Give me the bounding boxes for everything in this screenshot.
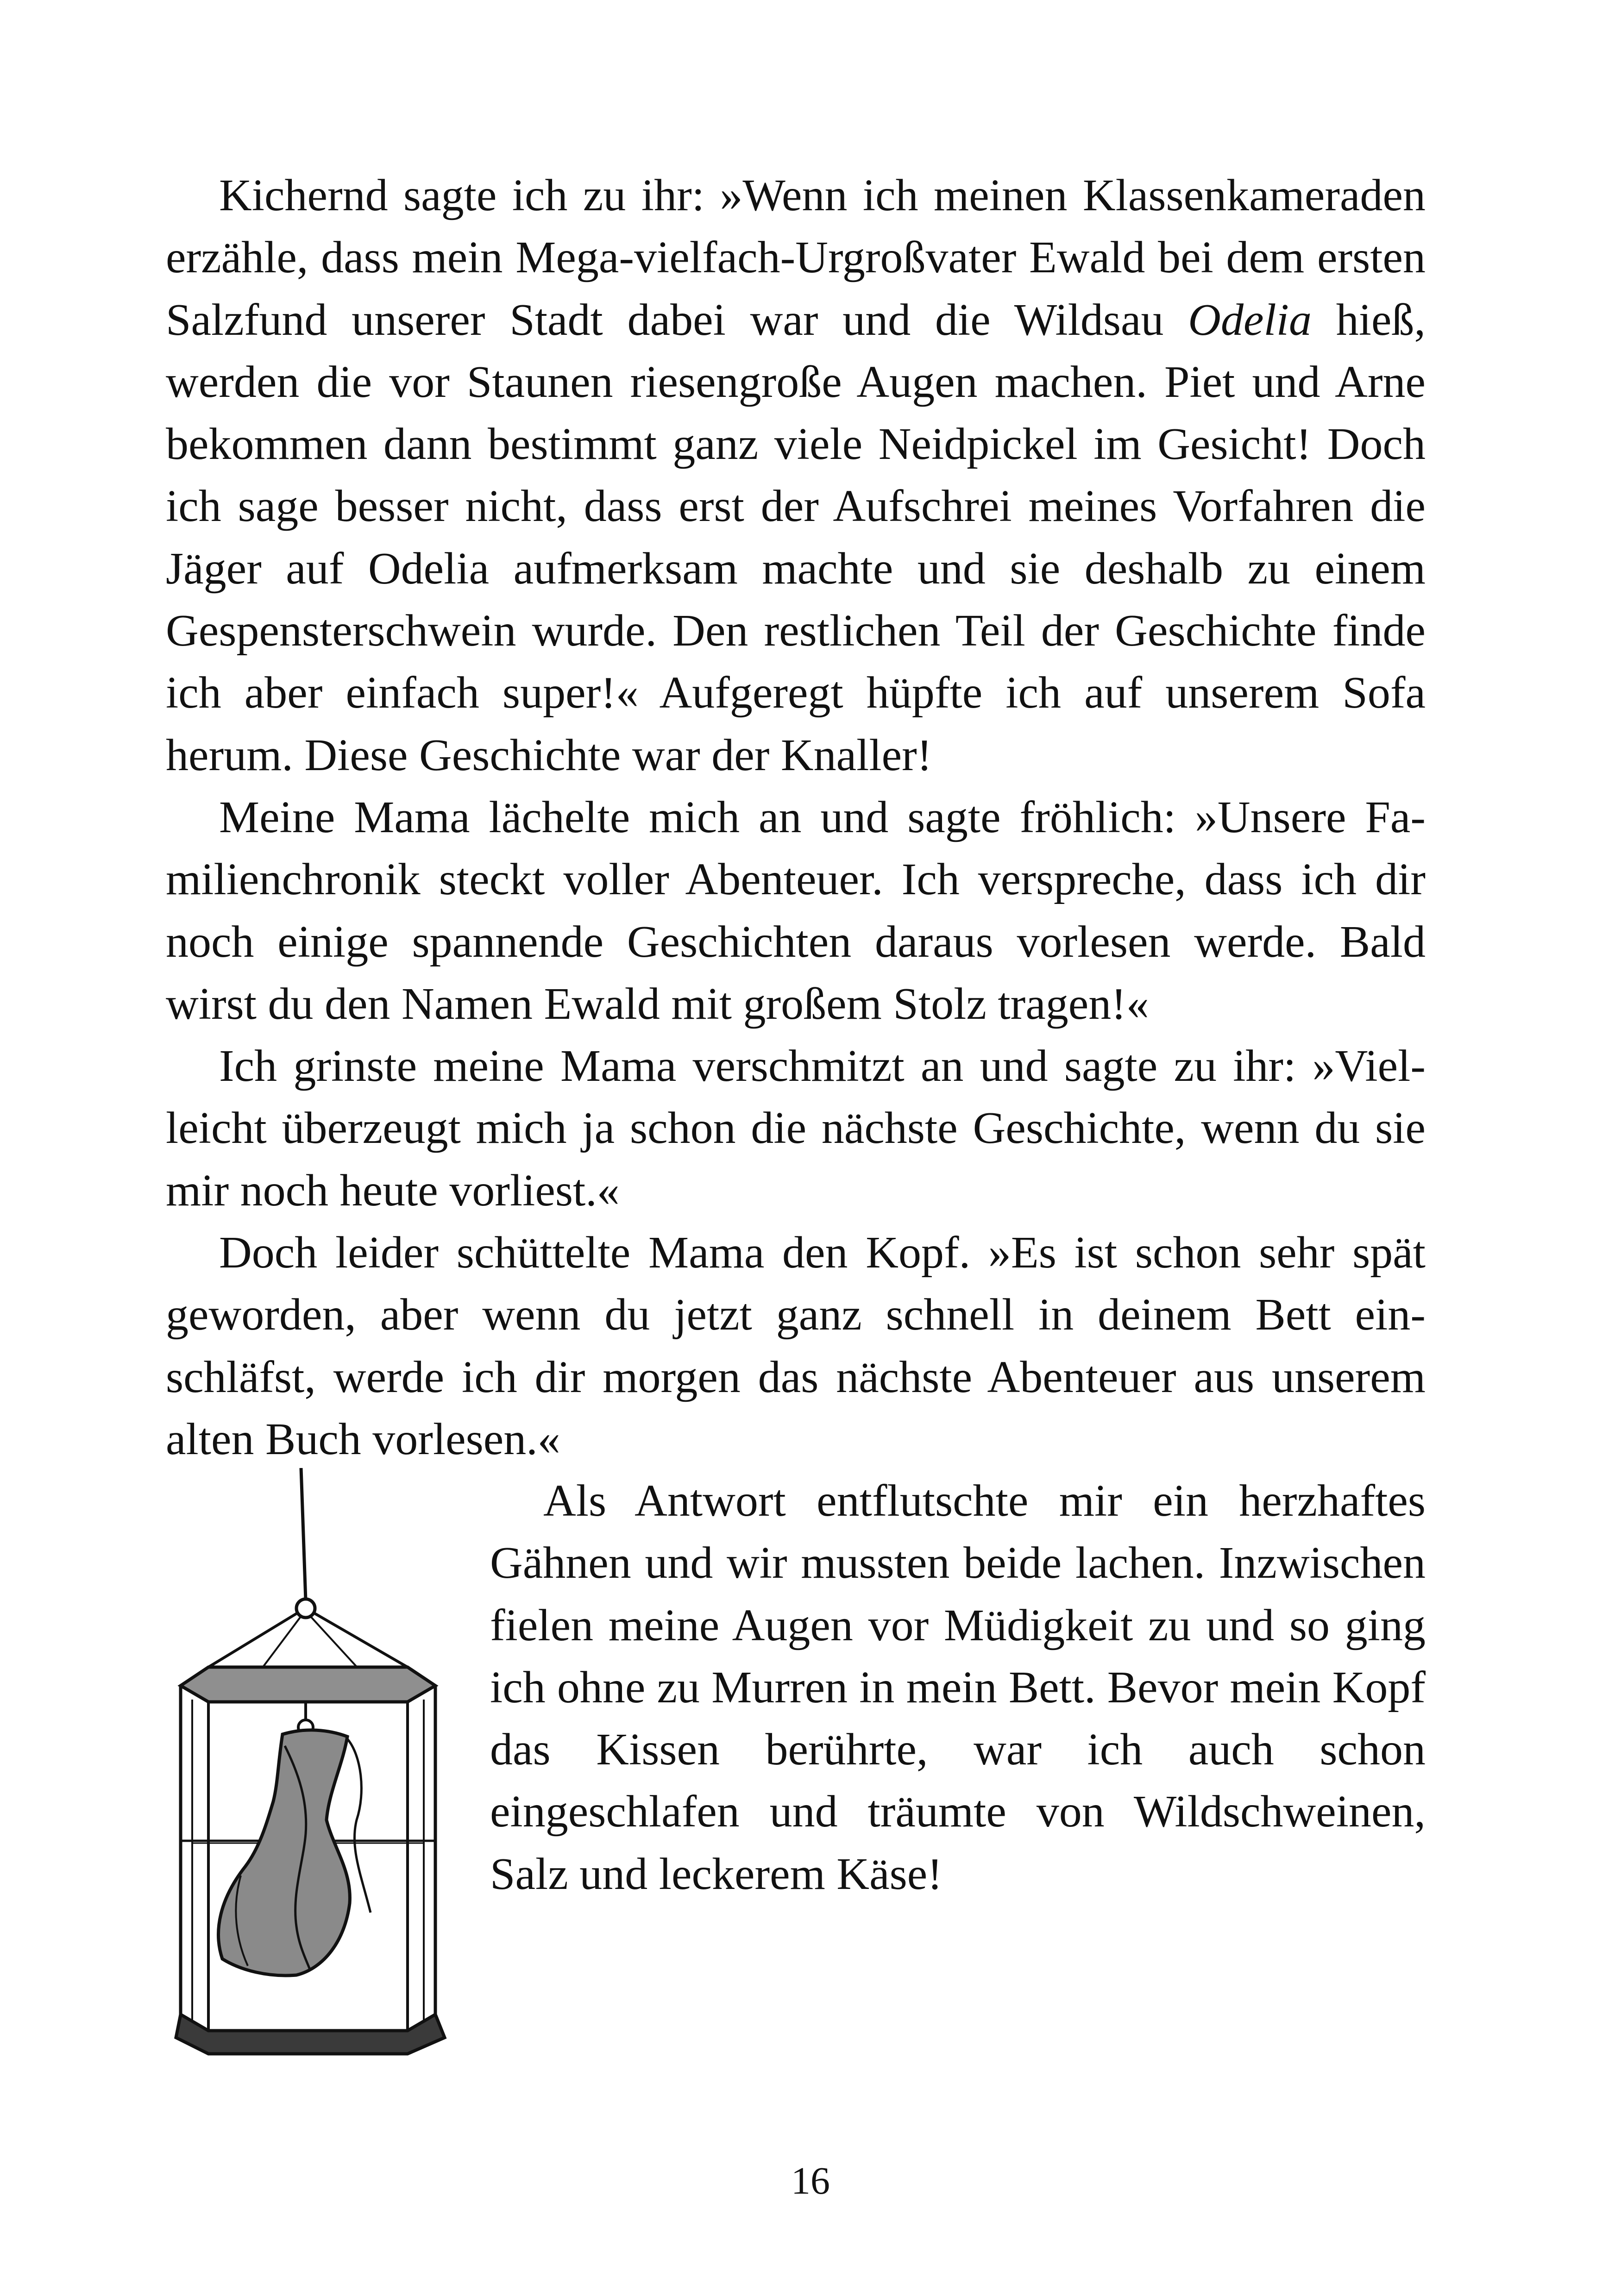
page-number: 16: [791, 2159, 830, 2202]
paragraph-1: [166, 164, 1426, 786]
paragraph-1-italic-name: Odelia: [1188, 295, 1312, 345]
paragraph-4: Doch leider schüttelte Mama den Kopf. »Es ist schon sehr spät geworden, aber wenn du jetzt ganz schnell in deinem Bett einschläfst, werde ich dir morgen das nächste Abenteuer aus unserem alten Buch vorlesen.«: [166, 1228, 1426, 1464]
paragraph-3: Ich grinste meine Mama verschmitzt an und sagte zu ihr: »Vielleicht überzeugt mich ja schon die nächste Geschichte, wenn du sie mir noch heute vorliest.«: [166, 1041, 1426, 1216]
paragraph-1-text-a: Kichernd sagte ich zu ihr: »Wenn ich meinen Klassenkameraden erzähle, dass mein Mega-vielfach-Urgroßvater Ewald bei dem ersten Salzfund unserer Stadt dabei war und die Wildsau: [166, 170, 1426, 345]
paragraph-1-text-b: hieß, werden die vor Staunen riesengroße Augen machen. Piet und Arne bekommen dann bestimmt ganz viele Neidpickel im Gesicht! Doch ich sage besser nicht, dass erst der Aufschrei meines Vorfahren die Jäger auf Odelia aufmerksam machte und sie deshalb zu einem Gespensterschwein wurde. Den restlichen Teil der Geschichte finde ich aber einfach super!« Aufgeregt hüpfte ich auf unserem Sofa herum. Diese Geschichte war der Knaller!: [166, 295, 1426, 780]
paragraph-2: Meine Mama lächelte mich an und sagte fröhlich: »Unsere Familienchronik steckt voller Abenteuer. Ich verspreche, dass ich dir noch einige spannende Geschichten daraus vorlesen werde. Bald wirst du den Namen Ewald mit großem Stolz tragen!«: [166, 792, 1426, 1029]
paragraph-5: Als Antwort entflutschte mir ein herzhaftes Gähnen und wir mussten beide lachen. Inzwischen fielen meine Augen vor Müdigkeit zu und so ging ich ohne zu Murren in mein Bett. Bevor mein Kopf das Kissen berührte, war ich auch schon eingeschlafen und träumte von Wildschweinen, Salz und leckerem Käse!: [490, 1476, 1426, 1899]
main-text: [166, 164, 1426, 1470]
hanging-ham-in-lantern-cage-icon: [167, 1468, 463, 2061]
wrapped-text: [490, 1470, 1426, 1905]
